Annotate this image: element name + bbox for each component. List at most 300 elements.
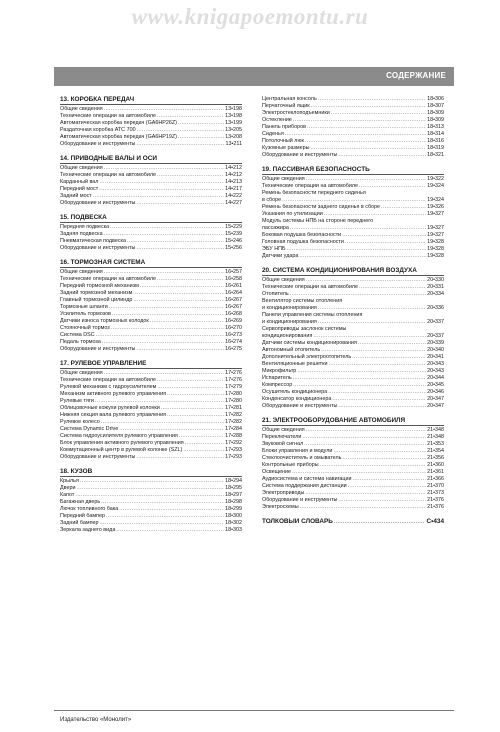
toc-entry[interactable] bbox=[262, 427, 444, 434]
toc-entry[interactable] bbox=[60, 134, 242, 141]
toc-entry[interactable] bbox=[262, 333, 444, 340]
entry-title: Оборудование и инструменты bbox=[60, 346, 136, 352]
toc-entry[interactable] bbox=[262, 204, 444, 211]
entry-page: 14•213 bbox=[225, 179, 242, 185]
toc-entry[interactable] bbox=[60, 339, 242, 346]
publisher: Издательство «Монолит» bbox=[60, 717, 132, 723]
toc-entry[interactable] bbox=[60, 113, 242, 120]
toc-entry[interactable] bbox=[60, 200, 242, 207]
toc-entry[interactable] bbox=[60, 527, 242, 534]
dot-leader bbox=[293, 382, 426, 389]
toc-entry[interactable] bbox=[262, 483, 444, 490]
dot-leader bbox=[104, 106, 224, 113]
toc-entry[interactable] bbox=[60, 426, 242, 433]
dot-leader bbox=[318, 305, 426, 312]
entry-page: 20•340 bbox=[427, 347, 444, 353]
entry-page: 18•313 bbox=[427, 124, 444, 130]
dot-leader bbox=[157, 377, 224, 384]
toc-entry[interactable] bbox=[262, 284, 444, 291]
section-title: 20. СИСТЕМА КОНДИЦИОНИРОВАНИЯ ВОЗДУХА bbox=[262, 267, 444, 276]
entry-page: 21•356 bbox=[427, 455, 444, 461]
entry-page: 20•346 bbox=[427, 389, 444, 395]
toc-entry[interactable] bbox=[60, 440, 242, 447]
dot-leader bbox=[104, 165, 224, 172]
dot-leader bbox=[101, 499, 224, 506]
dot-leader bbox=[93, 193, 224, 200]
dot-leader bbox=[353, 476, 427, 483]
toc-section bbox=[60, 259, 242, 353]
entry-title: Освещение bbox=[262, 469, 292, 475]
dot-leader bbox=[293, 375, 426, 382]
entry-title: Рулевые тяги bbox=[60, 398, 94, 404]
toc-entry[interactable] bbox=[262, 190, 444, 197]
toc-entry[interactable] bbox=[60, 520, 242, 527]
toc-entry[interactable] bbox=[60, 454, 242, 461]
toc-entry[interactable] bbox=[262, 225, 444, 232]
dot-leader bbox=[352, 354, 426, 361]
dot-leader bbox=[329, 361, 427, 368]
toc-entry[interactable] bbox=[262, 117, 444, 124]
toc-entry[interactable] bbox=[60, 238, 242, 245]
toc-entry[interactable] bbox=[262, 375, 444, 382]
dot-leader bbox=[310, 145, 426, 152]
entry-title: Переключатели bbox=[262, 434, 302, 440]
toc-entry[interactable] bbox=[60, 412, 242, 419]
toc-entry[interactable] bbox=[262, 434, 444, 441]
dot-leader bbox=[300, 504, 426, 511]
dot-leader bbox=[320, 462, 426, 469]
toc-entry[interactable] bbox=[262, 455, 444, 462]
entry-title: Технические операции на автомобиле bbox=[60, 276, 157, 282]
dot-leader bbox=[290, 225, 426, 232]
toc-section bbox=[60, 468, 242, 534]
entry-title: Технические операции на автомобиле bbox=[60, 377, 157, 383]
entry-title: Боковая подушка безопасности bbox=[262, 232, 342, 238]
entry-title: Оборудование и инструменты bbox=[262, 403, 338, 409]
toc-entry[interactable] bbox=[262, 246, 444, 253]
dot-leader bbox=[307, 124, 426, 131]
entry-title: Технические операции на автомобиле bbox=[262, 284, 359, 290]
toc-entry[interactable] bbox=[262, 232, 444, 239]
dot-leader bbox=[287, 246, 427, 253]
dot-leader bbox=[305, 138, 426, 145]
entry-title: Общие сведения bbox=[262, 427, 305, 433]
dot-leader bbox=[137, 127, 225, 134]
entry-page: 19•326 bbox=[427, 204, 444, 210]
dot-leader bbox=[285, 131, 426, 138]
entry-title: Микрофильтр bbox=[262, 368, 297, 374]
toc-entry[interactable] bbox=[262, 476, 444, 483]
entry-page: 21•376 bbox=[427, 504, 444, 510]
toc-entry[interactable] bbox=[262, 124, 444, 131]
dot-leader bbox=[136, 245, 224, 252]
section-title: 13. КОРОБКА ПЕРЕДАЧ bbox=[60, 96, 242, 105]
entry-page: 20•337 bbox=[427, 319, 444, 325]
entry-page: 17•293 bbox=[225, 447, 242, 453]
entry-title: Испаритель bbox=[262, 375, 292, 381]
toc-entry[interactable] bbox=[60, 478, 242, 485]
entry-title: Потолочный люк bbox=[262, 138, 304, 144]
toc-section bbox=[60, 360, 242, 461]
entry-page: 20•344 bbox=[427, 375, 444, 381]
entry-page: 13•205 bbox=[225, 127, 242, 133]
dictionary-page: С•434 bbox=[426, 518, 444, 525]
entry-page: 20•337 bbox=[427, 333, 444, 339]
toc-entry[interactable] bbox=[262, 197, 444, 204]
toc-entry[interactable] bbox=[262, 211, 444, 218]
entry-title: Кузовные размеры bbox=[262, 145, 310, 151]
entry-title: Коммутационный центр в рулевой колонке (SZL) bbox=[60, 447, 183, 453]
entry-title: Вентилятор системы отопления bbox=[262, 298, 343, 304]
entry-title: Отопитель bbox=[262, 291, 289, 297]
entry-title: Блок управления активного рулевого управления bbox=[60, 440, 184, 446]
toc-entry[interactable] bbox=[60, 172, 242, 179]
toc-entry[interactable] bbox=[60, 193, 242, 200]
entry-page: 21•361 bbox=[427, 469, 444, 475]
dot-leader bbox=[109, 304, 224, 311]
toc-entry[interactable] bbox=[262, 497, 444, 504]
dot-leader bbox=[96, 332, 225, 339]
entry-title: Задняя подвеска bbox=[60, 231, 103, 237]
dot-leader bbox=[101, 419, 224, 426]
dot-leader bbox=[302, 434, 426, 441]
dot-leader bbox=[80, 478, 224, 485]
toc-entry[interactable] bbox=[262, 103, 444, 110]
entry-title: Облицовочные кожухи рулевой колонки bbox=[60, 405, 160, 411]
toc-entry[interactable] bbox=[60, 447, 242, 454]
entry-page: 21•353 bbox=[427, 441, 444, 447]
entry-title: Зеркала заднего вида bbox=[60, 527, 116, 533]
entry-page: 20•334 bbox=[427, 291, 444, 297]
toc-entry[interactable] bbox=[262, 354, 444, 361]
entry-title: Оборудование и инструменты bbox=[262, 497, 338, 503]
toc-entry[interactable] bbox=[60, 398, 242, 405]
dot-leader bbox=[99, 186, 224, 193]
toc-entry[interactable] bbox=[262, 389, 444, 396]
entry-title: Система Dynamic Drive bbox=[60, 426, 119, 432]
entry-title: Перчаточный ящик bbox=[262, 103, 310, 109]
toc-entry[interactable] bbox=[262, 183, 444, 190]
dot-leader bbox=[99, 179, 224, 186]
entry-title: Передний мост bbox=[60, 186, 99, 192]
entry-title: Остекление bbox=[262, 117, 292, 123]
toc-entry[interactable] bbox=[60, 485, 242, 492]
toc-entry[interactable] bbox=[60, 179, 242, 186]
toc-entry[interactable] bbox=[60, 297, 242, 304]
entry-page: 14•212 bbox=[225, 172, 242, 178]
entry-title: Компрессор bbox=[262, 382, 293, 388]
entry-title: Контрольные приборы bbox=[262, 462, 319, 468]
section-title: 17. РУЛЕВОЕ УПРАВЛЕНИЕ bbox=[60, 360, 242, 369]
dot-leader bbox=[167, 412, 224, 419]
entry-page: 17•282 bbox=[225, 419, 242, 425]
toc-entry[interactable] bbox=[262, 305, 444, 312]
entry-title: Технические операции на автомобиле bbox=[60, 172, 157, 178]
entry-page: 20•345 bbox=[427, 382, 444, 388]
dot-leader bbox=[157, 113, 224, 120]
toc-entry[interactable] bbox=[262, 152, 444, 159]
dot-leader bbox=[299, 253, 426, 260]
section-title: 14. ПРИВОДНЫЕ ВАЛЫ И ОСИ bbox=[60, 155, 242, 164]
entry-page: 16•257 bbox=[225, 269, 242, 275]
entry-page: 19•328 bbox=[427, 239, 444, 245]
toc-entry[interactable] bbox=[60, 276, 242, 283]
entry-title: Лючок топливного бака bbox=[60, 506, 119, 512]
dot-leader bbox=[95, 398, 224, 405]
entry-title: Оборудование и инструменты bbox=[60, 200, 136, 206]
toc-entry[interactable] bbox=[262, 396, 444, 403]
entry-page: 19•327 bbox=[427, 232, 444, 238]
toc-section bbox=[262, 417, 444, 511]
entry-page: 17•281 bbox=[225, 405, 242, 411]
dot-leader bbox=[293, 117, 426, 124]
section-title: 21. ЭЛЕКТРООБОРУДОВАНИЕ АВТОМОБИЛЯ bbox=[262, 417, 444, 426]
toc-entry[interactable] bbox=[60, 325, 242, 332]
entry-title: Электроприводы bbox=[262, 490, 305, 496]
entry-page: 21•360 bbox=[427, 462, 444, 468]
dot-leader bbox=[290, 291, 426, 298]
entry-page: 18•316 bbox=[427, 138, 444, 144]
entry-title: Датчики удара bbox=[262, 253, 299, 259]
toc-entry[interactable] bbox=[60, 318, 242, 325]
toc-entry[interactable] bbox=[60, 405, 242, 412]
toc-entry[interactable] bbox=[262, 312, 444, 319]
toc-right-column bbox=[262, 96, 444, 526]
section-title: 15. ПОДВЕСКА bbox=[60, 214, 242, 223]
toc-entry[interactable] bbox=[262, 448, 444, 455]
entry-page: 21•354 bbox=[427, 448, 444, 454]
toc-entry[interactable] bbox=[262, 176, 444, 183]
dot-leader bbox=[338, 497, 426, 504]
toc-entry[interactable] bbox=[60, 120, 242, 127]
dot-leader bbox=[179, 433, 224, 440]
toc-entry[interactable] bbox=[262, 441, 444, 448]
entry-page: 18•297 bbox=[225, 492, 242, 498]
entry-page: 20•341 bbox=[427, 354, 444, 360]
entry-page: 13•211 bbox=[225, 141, 242, 147]
entry-page: 14•227 bbox=[225, 200, 242, 206]
entry-page: 15•246 bbox=[225, 238, 242, 244]
toc-entry[interactable] bbox=[60, 384, 242, 391]
toc-entry[interactable] bbox=[262, 298, 444, 305]
entry-page: 20•331 bbox=[427, 284, 444, 290]
toc-entry[interactable] bbox=[262, 462, 444, 469]
toc-entry[interactable] bbox=[60, 290, 242, 297]
entry-page: 18•309 bbox=[427, 110, 444, 116]
entry-page: 19•322 bbox=[427, 176, 444, 182]
toc-entry[interactable] bbox=[60, 332, 242, 339]
entry-page: 14•217 bbox=[225, 186, 242, 192]
toc-entry[interactable] bbox=[262, 319, 444, 326]
toc-entry[interactable] bbox=[262, 326, 444, 333]
dot-leader bbox=[75, 492, 224, 499]
dot-leader bbox=[157, 384, 224, 391]
entry-title: Задний мост bbox=[60, 193, 92, 199]
entry-title: Педаль тормоза bbox=[60, 339, 101, 345]
entry-page: 17•284 bbox=[225, 426, 242, 432]
dot-leader bbox=[178, 120, 224, 127]
entry-title: Карданный вал bbox=[60, 179, 99, 185]
toc-entry[interactable] bbox=[60, 391, 242, 398]
entry-title: Оборудование и инструменты bbox=[60, 141, 136, 147]
entry-title: Электросхемы bbox=[262, 504, 299, 510]
entry-title: Задний бампер bbox=[60, 520, 99, 526]
watermark: www.knigapoemontu.ru bbox=[131, 4, 369, 29]
entry-page: 16•261 bbox=[225, 283, 242, 289]
entry-title: Капот bbox=[60, 492, 75, 498]
toc-entry[interactable] bbox=[60, 433, 242, 440]
toc-entry[interactable] bbox=[262, 382, 444, 389]
dot-leader bbox=[304, 441, 426, 448]
entry-title: Общие сведения bbox=[262, 176, 305, 182]
toc-entry[interactable] bbox=[262, 361, 444, 368]
entry-title: Модуль системы НПБ на стороне переднего bbox=[262, 218, 374, 224]
dot-leader bbox=[157, 276, 224, 283]
header-bar bbox=[54, 67, 454, 86]
entry-page: 18•306 bbox=[427, 96, 444, 102]
entry-page: 19•324 bbox=[427, 183, 444, 189]
toc-entry[interactable] bbox=[60, 231, 242, 238]
entry-page: 20•343 bbox=[427, 368, 444, 374]
toc-entry[interactable] bbox=[60, 283, 242, 290]
entry-page: 17•279 bbox=[225, 384, 242, 390]
toc-entry[interactable] bbox=[60, 370, 242, 377]
dot-leader bbox=[292, 469, 426, 476]
toc-entry[interactable] bbox=[60, 304, 242, 311]
toc-entry[interactable] bbox=[262, 490, 444, 497]
entry-title: Дополнительный электроотопитель bbox=[262, 354, 352, 360]
toc-entry[interactable] bbox=[60, 127, 242, 134]
toc-entry[interactable] bbox=[60, 245, 242, 252]
entry-page: 13•199 bbox=[225, 120, 242, 126]
entry-title: Автоматическая коробка передач (GA6HP26Z) bbox=[60, 120, 177, 126]
entry-title: Стояночный тормоз bbox=[60, 325, 110, 331]
entry-page: 18•303 bbox=[225, 527, 242, 533]
toc-entry[interactable] bbox=[60, 492, 242, 499]
toc-entry[interactable] bbox=[60, 419, 242, 426]
dot-leader bbox=[306, 277, 426, 284]
toc-entry[interactable] bbox=[262, 218, 444, 225]
toc-entry[interactable] bbox=[262, 131, 444, 138]
toc-entry[interactable] bbox=[60, 377, 242, 384]
toc-entry[interactable] bbox=[262, 504, 444, 511]
toc-entry[interactable] bbox=[60, 186, 242, 193]
dot-leader bbox=[133, 290, 224, 297]
toc-entry[interactable] bbox=[60, 141, 242, 148]
entry-title: Автономный отопитель bbox=[262, 347, 321, 353]
dot-leader bbox=[348, 483, 426, 490]
dot-leader bbox=[328, 389, 426, 396]
entry-title: Общие сведения bbox=[60, 269, 103, 275]
dot-leader bbox=[321, 347, 426, 354]
toc-entry[interactable] bbox=[262, 340, 444, 347]
entry-title: Главный тормозной цилиндр bbox=[60, 297, 133, 303]
dot-leader bbox=[334, 518, 426, 526]
toc-entry[interactable] bbox=[60, 165, 242, 172]
entry-title: и кондиционирования bbox=[262, 305, 317, 311]
entry-title: кондиционирования bbox=[262, 333, 313, 339]
toc-entry[interactable] bbox=[60, 311, 242, 318]
entry-title: Датчики износа тормозных колодок bbox=[60, 318, 149, 324]
entry-page: 13•198 bbox=[225, 106, 242, 112]
entry-title: Пневматическая подвеска bbox=[60, 238, 127, 244]
dot-leader bbox=[282, 197, 426, 204]
toc-entry[interactable] bbox=[60, 224, 242, 231]
toc-entry[interactable] bbox=[262, 96, 444, 103]
toc-entry[interactable] bbox=[262, 291, 444, 298]
entry-page: 20•347 bbox=[427, 396, 444, 402]
toc-entry[interactable] bbox=[60, 269, 242, 276]
entry-page: 16•269 bbox=[225, 318, 242, 324]
entry-page: 17•288 bbox=[225, 433, 242, 439]
dot-leader bbox=[99, 520, 224, 527]
toc-entry[interactable] bbox=[262, 138, 444, 145]
section-title: 18. КУЗОВ bbox=[60, 468, 242, 477]
entry-page: 19•327 bbox=[427, 211, 444, 217]
entry-page: 19•328 bbox=[427, 246, 444, 252]
entry-title: Крылья bbox=[60, 478, 79, 484]
dot-leader bbox=[358, 340, 426, 347]
toc-entry[interactable] bbox=[262, 145, 444, 152]
toc-entry[interactable] bbox=[262, 110, 444, 117]
entry-page: 18•299 bbox=[225, 506, 242, 512]
toc-entry[interactable] bbox=[60, 506, 242, 513]
footer-divider bbox=[54, 710, 454, 711]
entry-title: Общие сведения bbox=[60, 370, 103, 376]
dot-leader bbox=[333, 448, 426, 455]
toc-entry[interactable] bbox=[262, 347, 444, 354]
toc-entry[interactable] bbox=[262, 403, 444, 410]
toc-entry[interactable] bbox=[262, 469, 444, 476]
dot-leader bbox=[133, 297, 224, 304]
dot-leader bbox=[119, 426, 224, 433]
dot-leader bbox=[318, 319, 426, 326]
toc-entry[interactable] bbox=[60, 499, 242, 506]
entry-page: 19•324 bbox=[427, 197, 444, 203]
entry-page: 18•294 bbox=[225, 478, 242, 484]
toc-entry[interactable] bbox=[60, 346, 242, 353]
entry-title: в сборе bbox=[262, 197, 282, 203]
toc-entry[interactable] bbox=[262, 277, 444, 284]
toc-entry[interactable] bbox=[262, 368, 444, 375]
dot-leader bbox=[311, 103, 426, 110]
entry-page: 21•348 bbox=[427, 427, 444, 433]
dot-leader bbox=[359, 183, 426, 190]
toc-entry[interactable] bbox=[60, 106, 242, 113]
entry-page: 16•264 bbox=[225, 290, 242, 296]
entry-title: Общие сведения bbox=[60, 165, 103, 171]
entry-title: Оборудование и инструменты bbox=[60, 245, 136, 251]
entry-title: Технические операции на автомобиле bbox=[60, 113, 157, 119]
entry-title: Общие сведения bbox=[262, 277, 305, 283]
toc-entry[interactable] bbox=[262, 239, 444, 246]
entry-page: 21•373 bbox=[427, 490, 444, 496]
dictionary-entry[interactable] bbox=[262, 518, 444, 526]
entry-page: 13•208 bbox=[225, 134, 242, 140]
entry-page: 17•282 bbox=[225, 412, 242, 418]
entry-page: 17•293 bbox=[225, 454, 242, 460]
dictionary-title: ТОЛКОВЫЙ СЛОВАРЬ bbox=[262, 518, 333, 525]
entry-title: Нижняя секция вала рулевого управления bbox=[60, 412, 167, 418]
toc-entry[interactable] bbox=[60, 513, 242, 520]
dot-leader bbox=[104, 269, 224, 276]
entry-page: 16•267 bbox=[225, 304, 242, 310]
entry-title: Тормозные шланги bbox=[60, 304, 108, 310]
toc-entry[interactable] bbox=[262, 253, 444, 260]
entry-title: Система DSC bbox=[60, 332, 95, 338]
dot-leader bbox=[116, 527, 224, 534]
entry-title: Вентиляционные решетки bbox=[262, 361, 328, 367]
